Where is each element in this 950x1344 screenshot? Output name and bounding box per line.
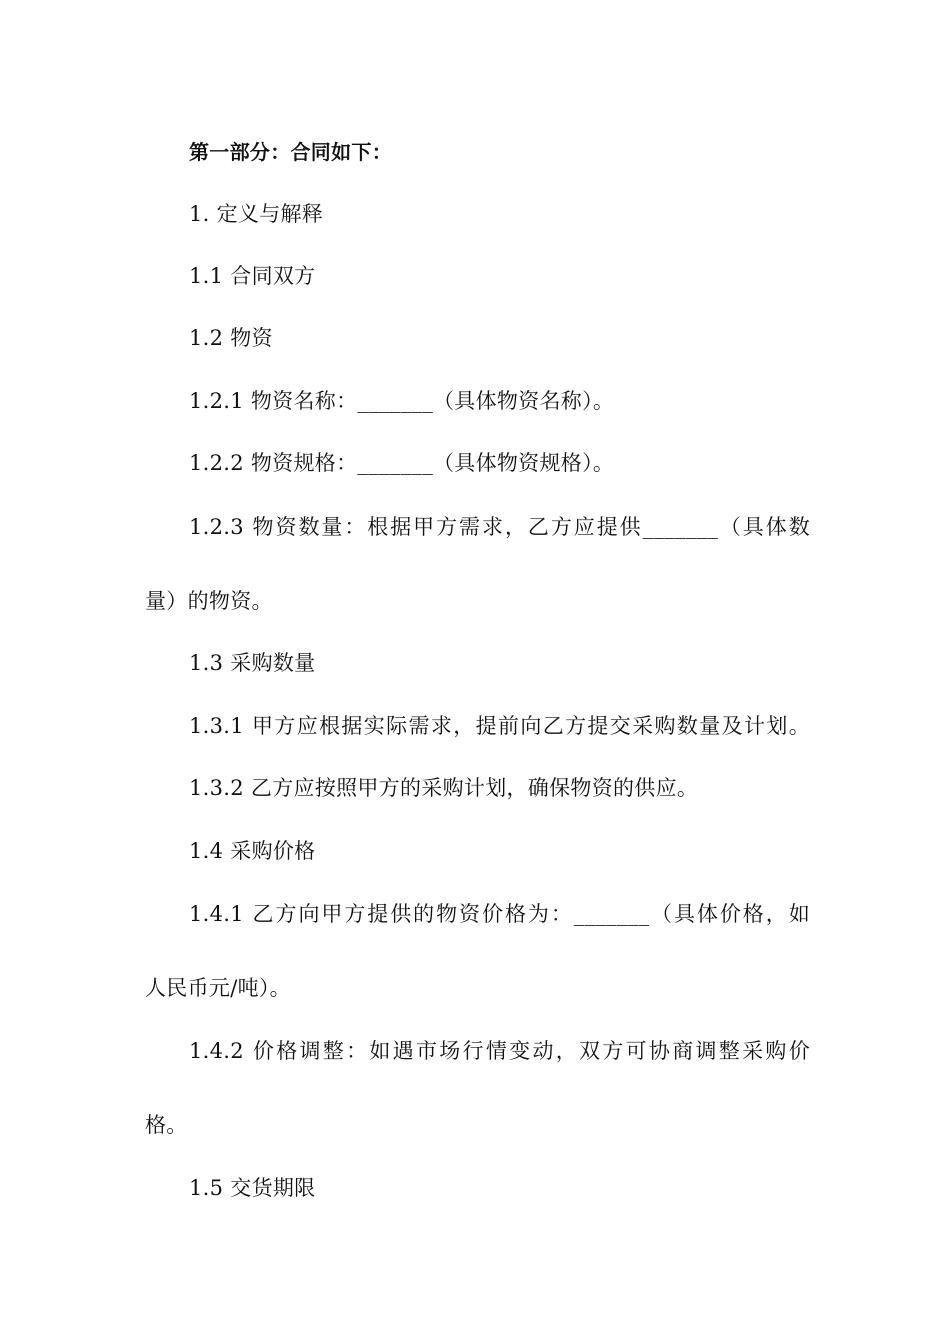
section-heading: 第一部分：合同如下： [189, 140, 392, 164]
clause-1-4-1-line2: 人民币元/吨）。 [145, 976, 291, 1000]
clause-1-2-2: 1.2.2 物资规格：_______（具体物资规格）。 [189, 451, 615, 475]
clause-1-2: 1.2 物资 [189, 326, 273, 350]
clause-1-3-2: 1.3.2 乙方应按照甲方的采购计划，确保物资的供应。 [189, 776, 699, 800]
clause-1: 1. 定义与解释 [189, 202, 324, 226]
clause-1-4-2-line2: 格。 [145, 1113, 188, 1137]
clause-1-3-1: 1.3.1 甲方应根据实际需求，提前向乙方提交采购数量及计划。 [189, 714, 810, 738]
clause-1-1: 1.1 合同双方 [189, 264, 316, 288]
clause-1-3: 1.3 采购数量 [189, 651, 316, 675]
clause-1-2-3-line2: 量）的物资。 [145, 589, 273, 613]
clause-1-4-2-line1: 1.4.2 价格调整：如遇市场行情变动，双方可协商调整采购价 [189, 1039, 810, 1063]
clause-1-5: 1.5 交货期限 [189, 1176, 316, 1200]
clause-1-2-1: 1.2.1 物资名称：_______（具体物资名称）。 [189, 389, 615, 413]
clause-1-4-1-line1: 1.4.1 乙方向甲方提供的物资价格为：_______（具体价格，如 [189, 902, 810, 926]
clause-1-4: 1.4 采购价格 [189, 839, 316, 863]
clause-1-2-3-line1: 1.2.3 物资数量：根据甲方需求，乙方应提供_______（具体数 [189, 515, 810, 539]
